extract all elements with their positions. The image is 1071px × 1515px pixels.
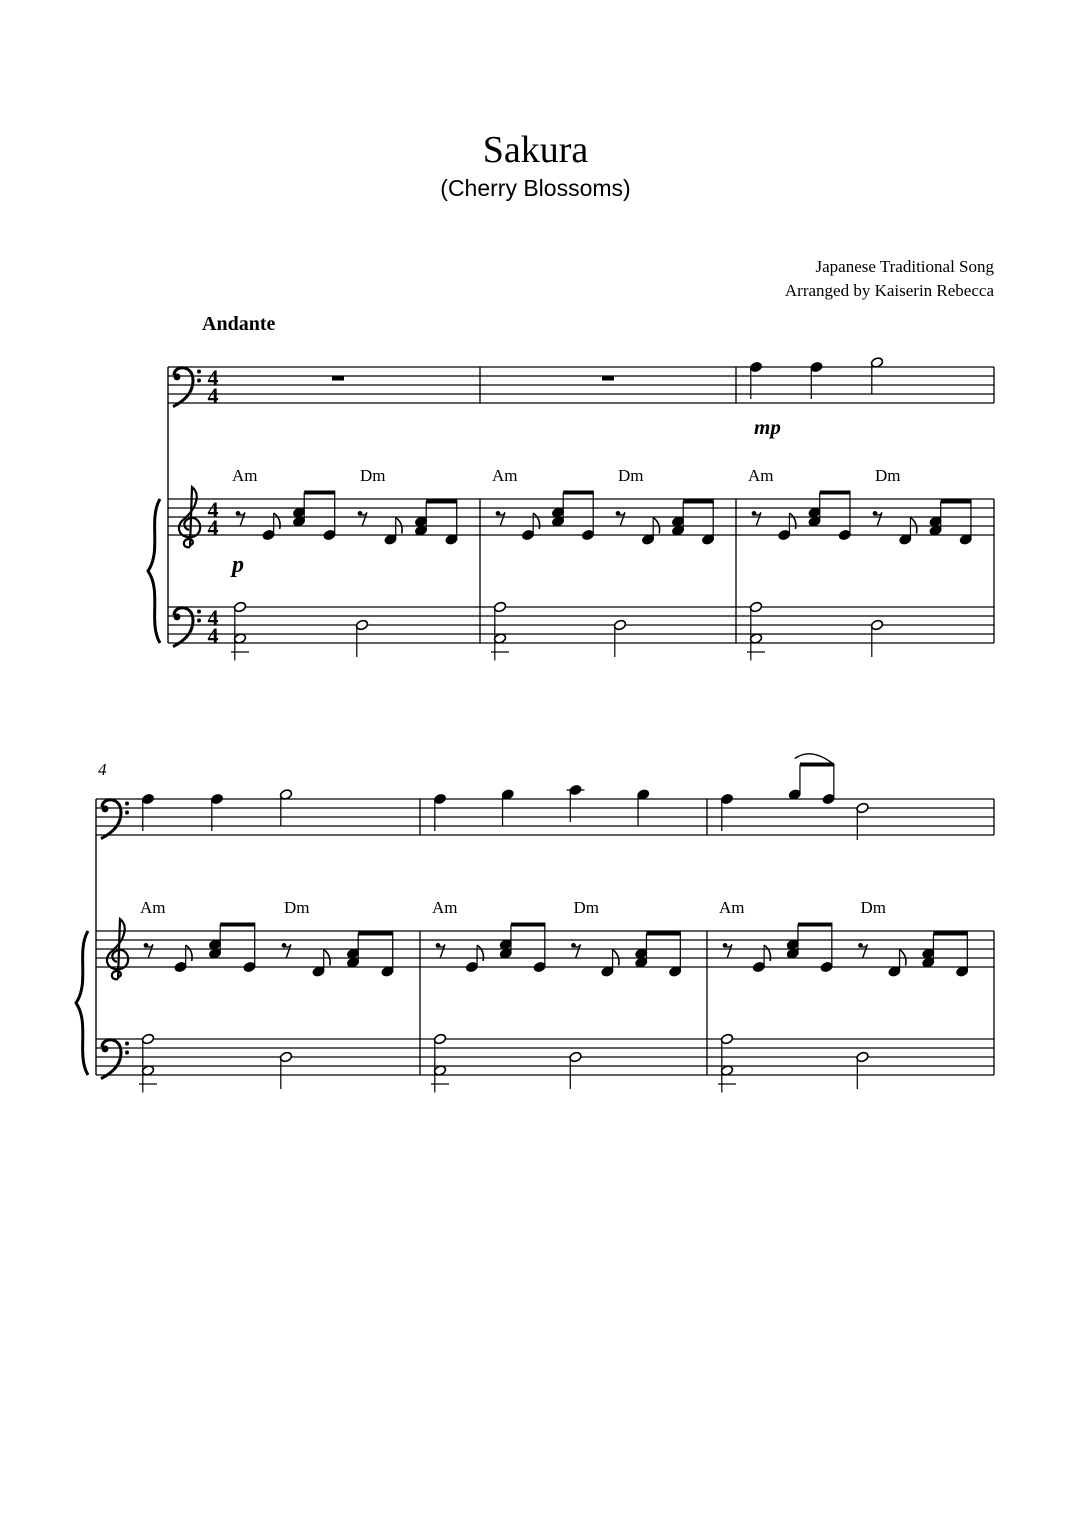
eighth-rest <box>858 943 867 958</box>
eighth-rest <box>616 511 625 526</box>
bass-clef-dot <box>125 802 129 806</box>
time-signature-top: 4 <box>207 605 219 630</box>
chord-symbol: Dm <box>860 898 886 917</box>
dynamic-marking: p <box>232 552 244 578</box>
eighth-rest-stroke <box>574 944 581 958</box>
eighth-rest <box>436 943 445 958</box>
tempo-marking: Andante <box>202 313 276 335</box>
eighth-rest-stroke <box>284 944 291 958</box>
eighth-rest-stroke <box>875 512 882 526</box>
time-signature-bottom: 4 <box>207 383 219 408</box>
bass-clef-dot <box>197 619 201 623</box>
bass-clef <box>101 800 129 839</box>
measure-number: 4 <box>98 760 107 779</box>
chord-symbol: Dm <box>360 466 386 485</box>
eighth-rest <box>873 511 882 526</box>
chord-symbol: Am <box>432 898 458 917</box>
bass-clef-head <box>174 613 181 620</box>
whole-rest <box>332 376 344 381</box>
eighth-rest-stroke <box>498 512 505 526</box>
eighth-rest-stroke <box>861 944 868 958</box>
eighth-rest <box>236 511 245 526</box>
arranger-credit: Arranged by Kaiserin Rebecca <box>784 281 994 300</box>
time-signature-bottom: 4 <box>207 623 219 648</box>
bass-clef <box>101 1040 129 1079</box>
eighth-rest-stroke <box>438 944 445 958</box>
chord-symbol: Am <box>140 898 166 917</box>
chord-symbol: Dm <box>875 466 901 485</box>
bass-clef-dot <box>197 370 201 374</box>
eighth-rest-stroke <box>725 944 732 958</box>
dynamic-marking: mp <box>754 415 781 439</box>
whole-rest <box>602 376 614 381</box>
bass-clef-dot <box>125 811 129 815</box>
eighth-rest <box>723 943 732 958</box>
eighth-rest-stroke <box>754 512 761 526</box>
bass-clef-dot <box>125 1051 129 1055</box>
system-1-piano-brace <box>148 499 160 643</box>
eighth-rest <box>144 943 153 958</box>
composer-credit: Japanese Traditional Song <box>815 257 994 276</box>
bass-clef <box>173 368 201 407</box>
chord-symbol: Dm <box>618 466 644 485</box>
chord-symbol: Am <box>232 466 258 485</box>
chord-symbol: Dm <box>573 898 599 917</box>
chord-symbol: Dm <box>284 898 310 917</box>
eighth-rest-stroke <box>360 512 367 526</box>
time-signature-top: 4 <box>207 365 219 390</box>
song-subtitle: (Cherry Blossoms) <box>440 175 631 201</box>
eighth-rest <box>752 511 761 526</box>
bass-clef-dot <box>125 1042 129 1046</box>
eighth-rest-stroke <box>618 512 625 526</box>
bass-clef-head <box>174 373 181 380</box>
chord-symbol: Am <box>492 466 518 485</box>
chord-symbol: Am <box>719 898 745 917</box>
eighth-rest <box>358 511 367 526</box>
bass-clef-dot <box>197 379 201 383</box>
time-signature-bottom: 4 <box>207 515 219 540</box>
time-signature-top: 4 <box>207 497 219 522</box>
eighth-rest <box>496 511 505 526</box>
bass-clef-head <box>102 805 109 812</box>
eighth-rest-stroke <box>146 944 153 958</box>
chord-symbol: Am <box>748 466 774 485</box>
bass-clef <box>173 608 201 647</box>
bass-clef-dot <box>197 610 201 614</box>
bass-clef-head <box>102 1045 109 1052</box>
system-2-piano-brace <box>76 931 88 1075</box>
eighth-rest <box>571 943 580 958</box>
song-title: Sakura <box>482 129 589 171</box>
eighth-rest <box>282 943 291 958</box>
eighth-rest-stroke <box>238 512 245 526</box>
